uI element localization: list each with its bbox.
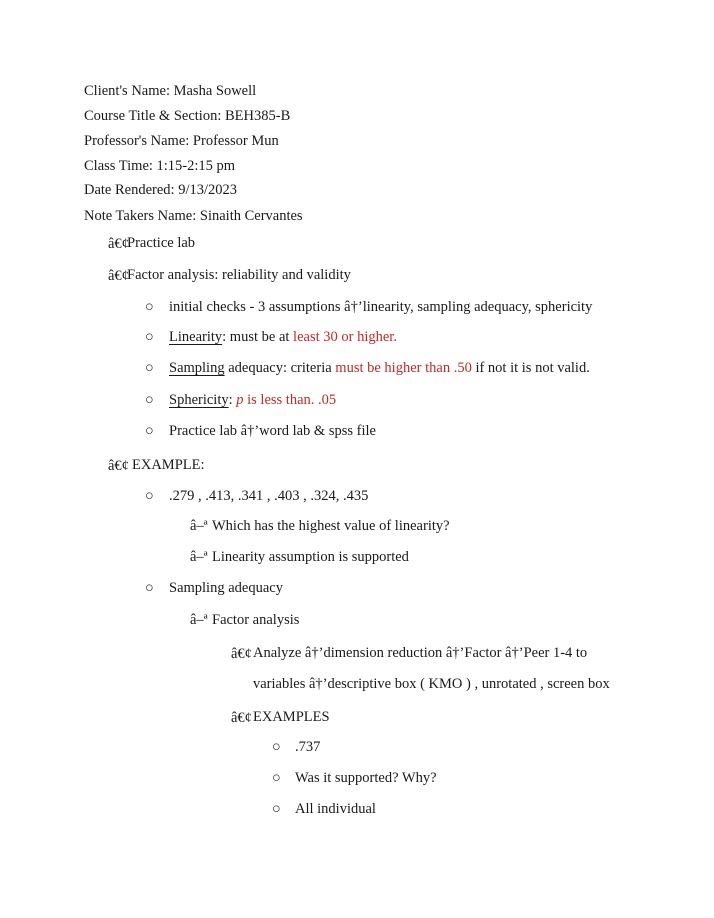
bullet-marker: â€¢ bbox=[108, 458, 129, 474]
note-analyze-steps-cont: variables â†’descriptive box ( KMO ) , unrotated , screen box bbox=[253, 676, 610, 692]
linearity-criterion: least 30 or higher. bbox=[293, 329, 397, 345]
note-value-737: .737 bbox=[295, 739, 321, 755]
circle-marker: ○ bbox=[145, 488, 154, 504]
circle-marker: ○ bbox=[145, 299, 154, 315]
bullet-marker: â€¢ bbox=[231, 646, 252, 662]
sampling-criterion: must be higher than .50 bbox=[335, 360, 472, 376]
square-marker: â–ª bbox=[190, 612, 208, 628]
circle-marker: ○ bbox=[272, 739, 281, 755]
client-name: Client's Name: Masha Sowell bbox=[84, 83, 257, 99]
note-sphericity bbox=[169, 391, 336, 409]
note-sampling-adequacy: Sampling adequacy bbox=[169, 580, 283, 596]
course-title: Course Title & Section: BEH385-B bbox=[84, 108, 291, 124]
note-practice-lab-files: Practice lab â†’word lab & spss file bbox=[169, 423, 376, 439]
date-rendered: Date Rendered: 9/13/2023 bbox=[84, 182, 238, 198]
sampling-term: Sampling bbox=[169, 360, 225, 376]
linearity-term: Linearity bbox=[169, 329, 223, 345]
circle-marker: ○ bbox=[272, 770, 281, 786]
circle-marker: ○ bbox=[145, 580, 154, 596]
note-linearity-supported: Linearity assumption is supported bbox=[212, 549, 409, 565]
note-example-values: .279 , .413, .341 , .403 , .324, .435 bbox=[169, 488, 369, 504]
sphericity-criterion: is less than. .05 bbox=[243, 392, 337, 408]
square-marker: â–ª bbox=[190, 549, 208, 565]
note-factor-analysis: Factor analysis: reliability and validity bbox=[127, 267, 351, 283]
circle-marker: ○ bbox=[145, 360, 154, 376]
square-marker: â–ª bbox=[190, 518, 208, 534]
sphericity-p: p bbox=[236, 392, 244, 408]
note-initial-checks: initial checks - 3 assumptions â†’linearity, sampling adequacy, sphericity bbox=[169, 299, 593, 315]
circle-marker: ○ bbox=[145, 423, 154, 439]
class-time: Class Time: 1:15-2:15 pm bbox=[84, 158, 236, 174]
circle-marker: ○ bbox=[145, 329, 154, 345]
note-practice-lab: Practice lab bbox=[127, 235, 196, 251]
note-sampling bbox=[169, 359, 590, 377]
sampling-text: adequacy: criteria bbox=[224, 360, 336, 376]
circle-marker: ○ bbox=[145, 392, 154, 408]
note-highest-question: Which has the highest value of linearity? bbox=[212, 518, 450, 534]
linearity-text: : must be at bbox=[222, 329, 294, 345]
note-analyze-steps: Analyze â†’dimension reduction â†’Factor â†’Peer 1-4 to bbox=[253, 645, 588, 661]
note-all-individual: All individual bbox=[295, 801, 376, 817]
bullet-marker: â€¢ bbox=[108, 268, 129, 284]
sphericity-term: Sphericity bbox=[169, 392, 229, 408]
sampling-tail: if not it is not valid. bbox=[471, 360, 590, 376]
bullet-marker: â€¢ bbox=[231, 710, 252, 726]
note-examples: EXAMPLES bbox=[253, 709, 330, 725]
sphericity-colon: : bbox=[228, 392, 237, 408]
note-taker-name: Note Takers Name: Sinaith Cervantes bbox=[84, 208, 303, 224]
note-linearity bbox=[169, 328, 397, 346]
note-was-supported: Was it supported? Why? bbox=[295, 770, 437, 786]
note-example: EXAMPLE: bbox=[132, 457, 205, 473]
professor-name: Professor's Name: Professor Mun bbox=[84, 133, 279, 149]
note-factor-analysis-sub: Factor analysis bbox=[212, 612, 300, 628]
circle-marker: ○ bbox=[272, 801, 281, 817]
bullet-marker: â€¢ bbox=[108, 236, 129, 252]
